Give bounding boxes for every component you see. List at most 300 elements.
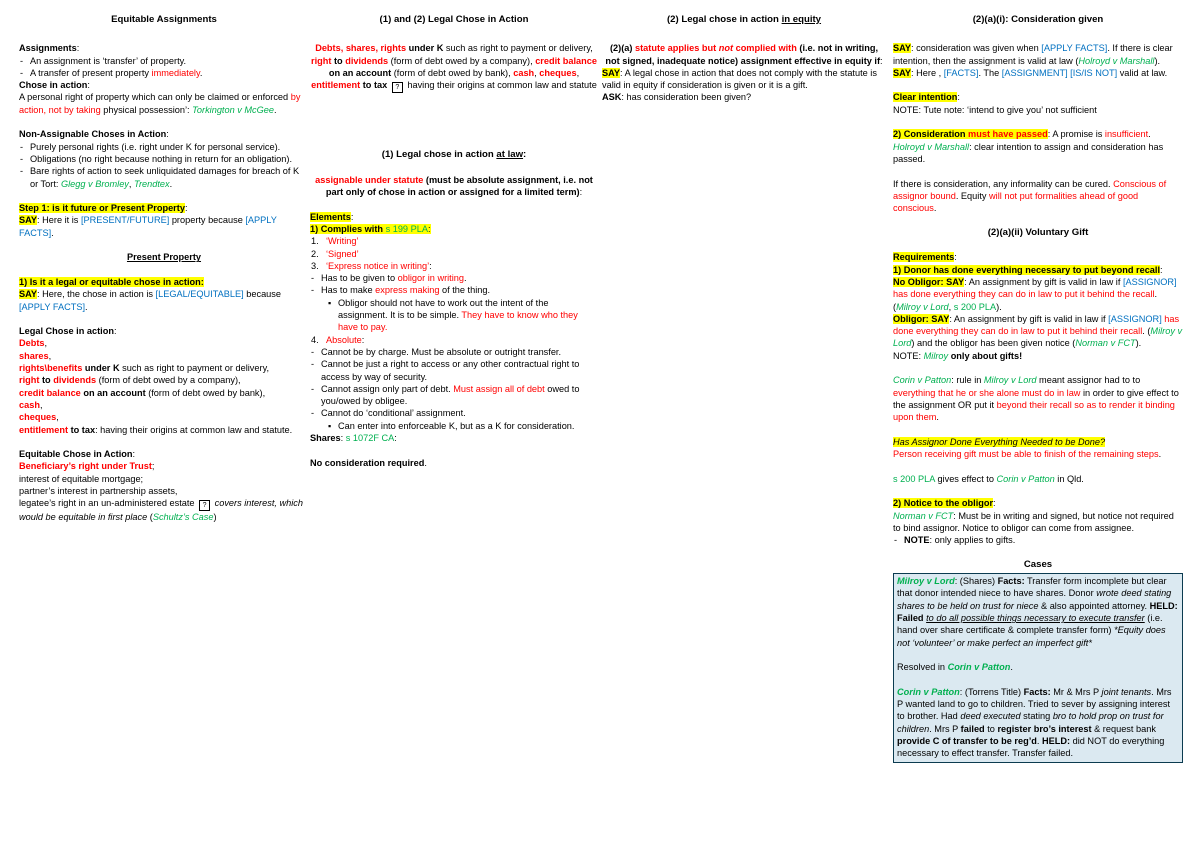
case-citation: Holroyd v Marshall	[893, 141, 970, 152]
text-run: Equitable Chose in Action	[19, 449, 133, 460]
spacer	[897, 673, 1179, 685]
list-item	[310, 420, 598, 432]
text-run: Person receiving gift must be able to finish of the remaining steps	[893, 449, 1159, 460]
text-run: ,	[128, 178, 135, 189]
text-run: .	[424, 457, 427, 468]
text-run: 1) Is it a legal or equitable chose in action:	[19, 276, 204, 287]
list-item	[310, 272, 598, 284]
paragraph	[19, 387, 309, 399]
text-run: .	[85, 301, 88, 312]
text-run: dividends	[53, 375, 97, 386]
text-run: under K	[82, 363, 120, 374]
text-run: of the thing.	[439, 285, 491, 296]
list-item	[310, 383, 598, 408]
text-run: ).	[1135, 338, 1142, 349]
paragraph	[893, 473, 1183, 485]
case-citation: Milroy v Lord	[983, 375, 1037, 386]
paragraph	[19, 424, 309, 436]
paragraph	[310, 174, 598, 199]
paragraph	[893, 251, 1183, 263]
text-run: [FACTS]	[943, 67, 979, 78]
text-run: (must be absolute assignment, i.e. not part only of chose in action or assigned for a limited term)	[325, 174, 593, 198]
text-run: Chose in action	[19, 80, 88, 91]
text-run: cash	[19, 399, 40, 410]
text-run: because	[243, 289, 281, 300]
paragraph	[893, 128, 1183, 140]
text-run: must have passed	[968, 129, 1048, 140]
text-run: .	[1158, 449, 1162, 460]
paragraph	[897, 661, 1179, 673]
text-run: : A legal chose in action that does not comply with the statute is valid in equity if consideration is given or it is a gift.	[602, 67, 877, 91]
text-run: :	[429, 260, 432, 271]
paragraph	[310, 457, 598, 469]
case-citation: Milroy v Lord	[897, 576, 955, 587]
case-citation: Corin v Patton	[893, 375, 952, 386]
text-run: Cases	[1023, 558, 1053, 570]
paragraph	[19, 497, 309, 523]
text-run: Must assign all of debt	[453, 383, 545, 394]
text-run: (2)(a)	[609, 43, 635, 54]
spacer	[893, 460, 1183, 472]
paragraph	[19, 42, 309, 54]
section-heading	[310, 149, 598, 161]
text-run: ,	[948, 301, 954, 312]
text-run: Obligations (no right because nothing in return for an obligation).	[30, 153, 293, 164]
text-run: . Mrs P wanted land to go to children. Tried to sever by assigning interest to brother. Had	[897, 686, 1172, 722]
spacer	[19, 313, 309, 325]
text-run: SAY	[893, 67, 912, 78]
text-run: credit balance	[19, 387, 81, 398]
text-run: (form of debt owed by bank),	[145, 387, 266, 398]
paragraph	[893, 436, 1183, 448]
text-run: . Mrs P	[929, 723, 961, 734]
text-run: Purely personal rights (i.e. right under K for personal service).	[30, 141, 281, 152]
text-run: SAY	[893, 43, 912, 54]
text-run: : Here ,	[911, 67, 944, 78]
column-title: (2)(a)(i): Consideration given	[972, 14, 1104, 25]
paragraph	[19, 460, 309, 472]
paragraph	[893, 104, 1183, 116]
text-run: : only applies to gifts.	[929, 535, 1016, 546]
paragraph	[19, 399, 309, 411]
paragraph	[893, 67, 1183, 79]
text-run: Facts:	[997, 576, 1025, 587]
text-run: .	[274, 104, 277, 115]
text-run: deed executed	[960, 711, 1021, 722]
column-content	[310, 42, 598, 469]
text-run: .	[51, 227, 54, 238]
list-item	[310, 284, 598, 296]
text-run: (i.e. not in writing, not signed, inadequate notice) assignment effective in equity if	[605, 43, 881, 66]
text-run: :	[954, 252, 957, 263]
text-run: Obligor should not have to work out the intent of the assignment. It is to be simple.	[338, 297, 549, 321]
paragraph	[893, 276, 1183, 313]
text-run: :	[427, 223, 431, 234]
spacer	[310, 161, 598, 173]
paragraph	[602, 91, 886, 103]
spacer	[893, 165, 1183, 177]
paragraph	[19, 202, 309, 214]
text-run: If there is consideration, any informality can be cured.	[893, 178, 1114, 189]
list-item	[19, 165, 309, 190]
text-run: ).	[996, 301, 1002, 312]
spacer	[19, 436, 309, 448]
text-run: They have to know who they have to pay.	[338, 310, 578, 333]
text-run: gives effect to	[934, 473, 997, 484]
case-citation: Milroy	[923, 350, 949, 361]
text-run: everything that he or she alone must do in law	[893, 387, 1081, 398]
text-run: at law	[496, 149, 524, 161]
text-run: Obligor: SAY	[893, 313, 950, 324]
text-run: NOTE: Tute note: ‘intend to give you’ not sufficient	[893, 104, 1097, 115]
text-run: HELD:	[1041, 735, 1071, 746]
section-heading	[893, 227, 1183, 239]
paragraph	[19, 91, 309, 116]
text-run: (1) Legal chose in action	[381, 149, 497, 161]
text-run: beyond their recall so as to render it binding upon them	[893, 399, 1175, 423]
text-run: provide C of transfer to be reg’d	[897, 735, 1037, 746]
text-run: : Here, the chose in action is	[37, 289, 156, 300]
paragraph	[310, 211, 598, 223]
spacer	[310, 198, 598, 210]
paragraph	[602, 67, 886, 92]
spacer	[893, 546, 1183, 558]
case-citation: Norman v FCT	[1075, 338, 1136, 349]
text-run: has done everything they can do in law to put it behind the recall	[893, 289, 1155, 300]
text-run: [ASSIGNMENT] [IS/IS NOT]	[1001, 67, 1118, 78]
list-number: 2.	[311, 248, 319, 259]
paragraph	[893, 313, 1183, 350]
text-run: ,	[48, 350, 52, 361]
text-run: Clear intention	[893, 92, 958, 103]
paragraph	[19, 214, 309, 239]
spacer	[893, 239, 1183, 251]
list-item	[310, 235, 598, 247]
text-run: .	[1036, 735, 1042, 746]
text-run: (2)(a)(ii) Voluntary Gift	[987, 226, 1089, 238]
text-run: . The	[978, 67, 1002, 78]
text-run: & also appointed attorney.	[1038, 600, 1150, 611]
text-run: having their origins at common law and statute	[404, 80, 597, 91]
text-run: : consideration was given when	[911, 43, 1042, 54]
text-run: [APPLY FACTS]	[19, 301, 86, 312]
text-run: meant assignor had to to	[1036, 375, 1141, 386]
text-run: assignable under statute	[315, 174, 424, 185]
text-run: on an account	[328, 67, 392, 78]
text-run: [APPLY FACTS]	[1041, 43, 1108, 54]
column-legal-chose-in-equity	[602, 14, 886, 104]
text-run: Bare rights of action to seek unliquidated damages for breach of K or Tort:	[30, 166, 300, 189]
text-run: (i.e. hand over share certificate & complete transfer form)	[897, 612, 1163, 636]
paragraph	[893, 374, 1183, 423]
text-run: : An assignment by gift is valid in law if	[964, 276, 1123, 287]
text-run: under K	[406, 43, 444, 54]
paragraph	[19, 485, 309, 497]
paragraph	[893, 178, 1183, 215]
text-run: : has consideration been given?	[621, 92, 752, 103]
paragraph	[893, 141, 1183, 166]
text-run: & request bank	[1091, 723, 1156, 734]
text-run: [LEGAL/EQUITABLE]	[155, 289, 244, 300]
case-citation: Holroyd v Marshall	[1078, 55, 1155, 66]
spacer	[19, 239, 309, 251]
paragraph	[602, 42, 886, 67]
list-item	[310, 358, 598, 383]
text-run: : rule in	[951, 375, 984, 386]
spacer	[19, 116, 309, 128]
paragraph	[310, 432, 598, 444]
text-run: 2) Notice to the obligor	[893, 498, 994, 509]
column-content	[19, 42, 309, 523]
text-run: dividends	[345, 55, 389, 66]
case-citation: Glegg v Bromley	[60, 178, 129, 189]
text-run: :	[1160, 264, 1163, 275]
text-run: interest of equitable mortgage;	[19, 473, 144, 484]
text-run: Debts	[19, 338, 45, 349]
text-run: Beneficiary’s right under Trust	[19, 461, 152, 472]
paragraph	[893, 42, 1183, 67]
text-run: ;	[151, 461, 155, 472]
text-run: register bro’s interest	[997, 723, 1092, 734]
text-run: SAY	[19, 289, 38, 300]
text-run: . (	[1142, 326, 1151, 337]
text-run: in Qld.	[1054, 473, 1084, 484]
list-item	[310, 334, 598, 346]
text-run: . If there is clear intention, then the assignment is valid at law (	[893, 43, 1173, 66]
list-number: 3.	[311, 260, 319, 271]
title-text: (2) Legal chose in action	[666, 14, 782, 25]
text-run: . (	[893, 289, 1158, 312]
case-citation: Torkington v McGee	[192, 104, 275, 115]
text-run: *Equity does not ‘volunteer’ or make perfect an imperfect gift*	[897, 625, 1166, 648]
text-run: Has Assignor Done Everything Needed to be Done?	[893, 436, 1106, 447]
text-run: : Here it is	[37, 215, 81, 226]
column-title: (1) and (2) Legal Chose in Action	[379, 14, 529, 25]
text-run: .	[464, 273, 467, 284]
column-content	[602, 42, 886, 103]
text-run: only about gifts!	[948, 350, 1023, 361]
text-run: Elements	[310, 211, 351, 222]
column-title: Equitable Assignments	[111, 14, 217, 25]
spacer	[310, 93, 598, 149]
case-citation: Corin v Patton	[996, 473, 1055, 484]
paragraph	[19, 448, 309, 460]
case-citation: Corin v Patton	[897, 686, 960, 697]
text-run: Resolved in	[897, 662, 948, 673]
list-item	[19, 141, 309, 153]
text-run: joint tenants	[1101, 686, 1152, 697]
text-run: 1) Complies with	[310, 223, 386, 234]
text-run: NOTE:	[893, 350, 924, 361]
text-run: Absolute	[326, 334, 362, 345]
text-run: :	[166, 129, 169, 140]
text-run: ) and the obligor has been given notice (	[911, 338, 1076, 349]
text-run: :	[993, 498, 996, 509]
text-run: .	[1010, 662, 1013, 673]
text-run: Mr & Mrs P	[1050, 686, 1102, 697]
text-run: .	[199, 67, 203, 78]
column-consideration-given	[893, 14, 1183, 763]
list-number: 1.	[311, 236, 319, 247]
column-equitable-assignments	[19, 14, 309, 524]
text-run: HELD: Failed	[897, 600, 1178, 623]
text-run: Legal Chose in action	[19, 326, 114, 337]
text-run: credit balance	[535, 55, 597, 66]
spacer	[897, 649, 1179, 661]
text-run: )	[213, 512, 217, 523]
text-run: property because	[169, 215, 246, 226]
text-run: Debts, shares, rights	[315, 43, 407, 54]
paragraph	[310, 223, 598, 235]
text-run: cheques	[539, 67, 577, 78]
spacer	[310, 444, 598, 456]
text-run: will not put formalities ahead of good conscious	[893, 190, 1139, 214]
text-run: ASK	[602, 92, 622, 103]
paragraph	[19, 128, 309, 140]
text-run: ‘Express notice in writing’	[326, 260, 430, 271]
text-run: to tax	[360, 80, 390, 91]
text-run: NOTE	[904, 535, 930, 546]
text-run: .	[936, 412, 939, 423]
spacer	[19, 190, 309, 202]
column-legal-chose-in-action	[310, 14, 598, 469]
text-run: Requirements	[893, 252, 955, 263]
text-run: bro to hold prop on trust for children	[897, 711, 1164, 734]
spacer	[893, 116, 1183, 128]
spacer	[893, 79, 1183, 91]
text-run: stating	[1020, 711, 1053, 722]
paragraph	[893, 91, 1183, 103]
text-run: to	[331, 55, 346, 66]
text-run: wrote deed stating shares to be held on trust for niece	[897, 588, 1172, 611]
text-run: Cannot assign only part of debt.	[321, 383, 454, 394]
case-citation: Schultz’s Case	[152, 512, 214, 523]
case-citation: Norman v FCT	[893, 510, 954, 521]
unknown-glyph-icon: ?	[199, 500, 210, 511]
text-run: : A promise is	[1047, 129, 1105, 140]
paragraph	[19, 337, 309, 349]
text-run: Facts:	[1023, 686, 1051, 697]
text-run: [ASSIGNOR]	[1108, 313, 1162, 324]
column-content	[893, 42, 1183, 571]
text-run: Can enter into enforceable K, but as a K for consideration.	[338, 420, 575, 431]
text-run: A personal right of property which can only be claimed or enforced	[19, 92, 291, 103]
text-run: :	[394, 433, 397, 444]
text-run: .	[933, 203, 937, 214]
list-item	[310, 297, 598, 334]
paragraph	[19, 288, 309, 313]
text-run: :	[523, 149, 527, 161]
text-run: Cannot do ‘conditional’ assignment.	[321, 408, 466, 419]
text-run: ‘Writing’	[326, 236, 359, 247]
text-run: s 200 PLA	[953, 301, 997, 312]
cases-box	[893, 573, 1183, 762]
text-run: valid at law.	[1117, 67, 1168, 78]
text-run: :	[340, 433, 346, 444]
text-run: A transfer of present property	[30, 67, 152, 78]
list-item	[310, 346, 598, 358]
text-run: Transfer form incomplete but clear that donor intended niece to have shares. Donor	[897, 576, 1167, 599]
text-run: [PRESENT/FUTURE]	[80, 215, 170, 226]
paragraph	[893, 448, 1183, 460]
list-item	[19, 67, 309, 79]
text-run: 1) Donor has done everything necessary to put beyond recall	[893, 264, 1161, 275]
text-run: physical possession’:	[100, 104, 193, 115]
text-run: did NOT do everything necessary to effect transfer. Transfer failed.	[897, 735, 1165, 759]
text-run: :	[184, 203, 188, 214]
case-citation: Corin v Patton	[947, 662, 1011, 673]
paragraph	[19, 325, 309, 337]
section-heading	[893, 559, 1183, 571]
text-run: Has to be given to	[321, 273, 398, 284]
text-run: covers interest, which would be equitable in first place	[19, 498, 303, 523]
text-run: partner’s interest in partnership assets,	[19, 485, 178, 496]
text-run: to do all possible things necessary to execute transfer	[926, 612, 1145, 623]
text-run: cheques	[19, 412, 57, 423]
unknown-glyph-icon: ?	[392, 82, 403, 93]
list-item	[19, 55, 309, 67]
title-underlined: in equity	[781, 14, 822, 25]
spacer	[893, 362, 1183, 374]
text-run: SAY	[19, 215, 38, 226]
text-run: 2) Consideration	[893, 129, 969, 140]
text-run: : (Shares)	[954, 576, 998, 587]
list-item	[893, 534, 1183, 546]
cases-content	[897, 575, 1179, 759]
case-citation: Trendtex	[134, 178, 170, 189]
text-run: rights\benefits	[19, 363, 83, 374]
text-run: failed	[960, 723, 985, 734]
text-run: cash	[513, 67, 535, 78]
text-run: .	[169, 178, 173, 189]
text-run: right	[311, 55, 332, 66]
paragraph	[19, 79, 309, 91]
text-run: ,	[39, 399, 43, 410]
column-title	[602, 14, 886, 26]
text-run: No Obligor: SAY	[893, 276, 965, 287]
text-run: Assignments	[19, 43, 77, 54]
text-run: :	[350, 211, 354, 222]
text-run: Shares	[310, 433, 341, 444]
text-run: by action, not by taking	[19, 92, 301, 115]
text-run: statute applies but	[635, 43, 719, 54]
text-run: Conscious of assignor bound	[893, 178, 1167, 201]
text-run: to	[984, 723, 998, 734]
paragraph	[893, 497, 1183, 509]
case-citation: Milroy v Lord	[896, 301, 949, 312]
paragraph	[897, 575, 1179, 649]
paragraph	[19, 411, 309, 423]
text-run: Has to make	[321, 285, 376, 296]
text-run: ,	[44, 338, 48, 349]
text-run: :	[113, 326, 117, 337]
text-run: to	[39, 375, 54, 386]
text-run: ).	[1154, 55, 1161, 66]
paragraph	[310, 42, 598, 93]
text-run: (form of debt owed by a company),	[388, 55, 536, 66]
text-run: :	[87, 80, 90, 91]
paragraph	[893, 264, 1183, 276]
text-run: such as right to payment or delivery,	[443, 43, 593, 54]
paragraph	[19, 350, 309, 362]
paragraph	[19, 362, 309, 374]
text-run: : Must be in writing and signed, but notice not required to bind assignor. Notice to obligor can come from assignee.	[893, 510, 1174, 533]
text-run: : An assignment by gift is valid in law if	[949, 313, 1109, 324]
text-run: legatee’s right in an un-administered estate	[19, 498, 198, 509]
text-run: s 1072F CA	[345, 433, 395, 444]
text-run: :	[957, 92, 960, 103]
text-run: insufficient	[1104, 129, 1149, 140]
